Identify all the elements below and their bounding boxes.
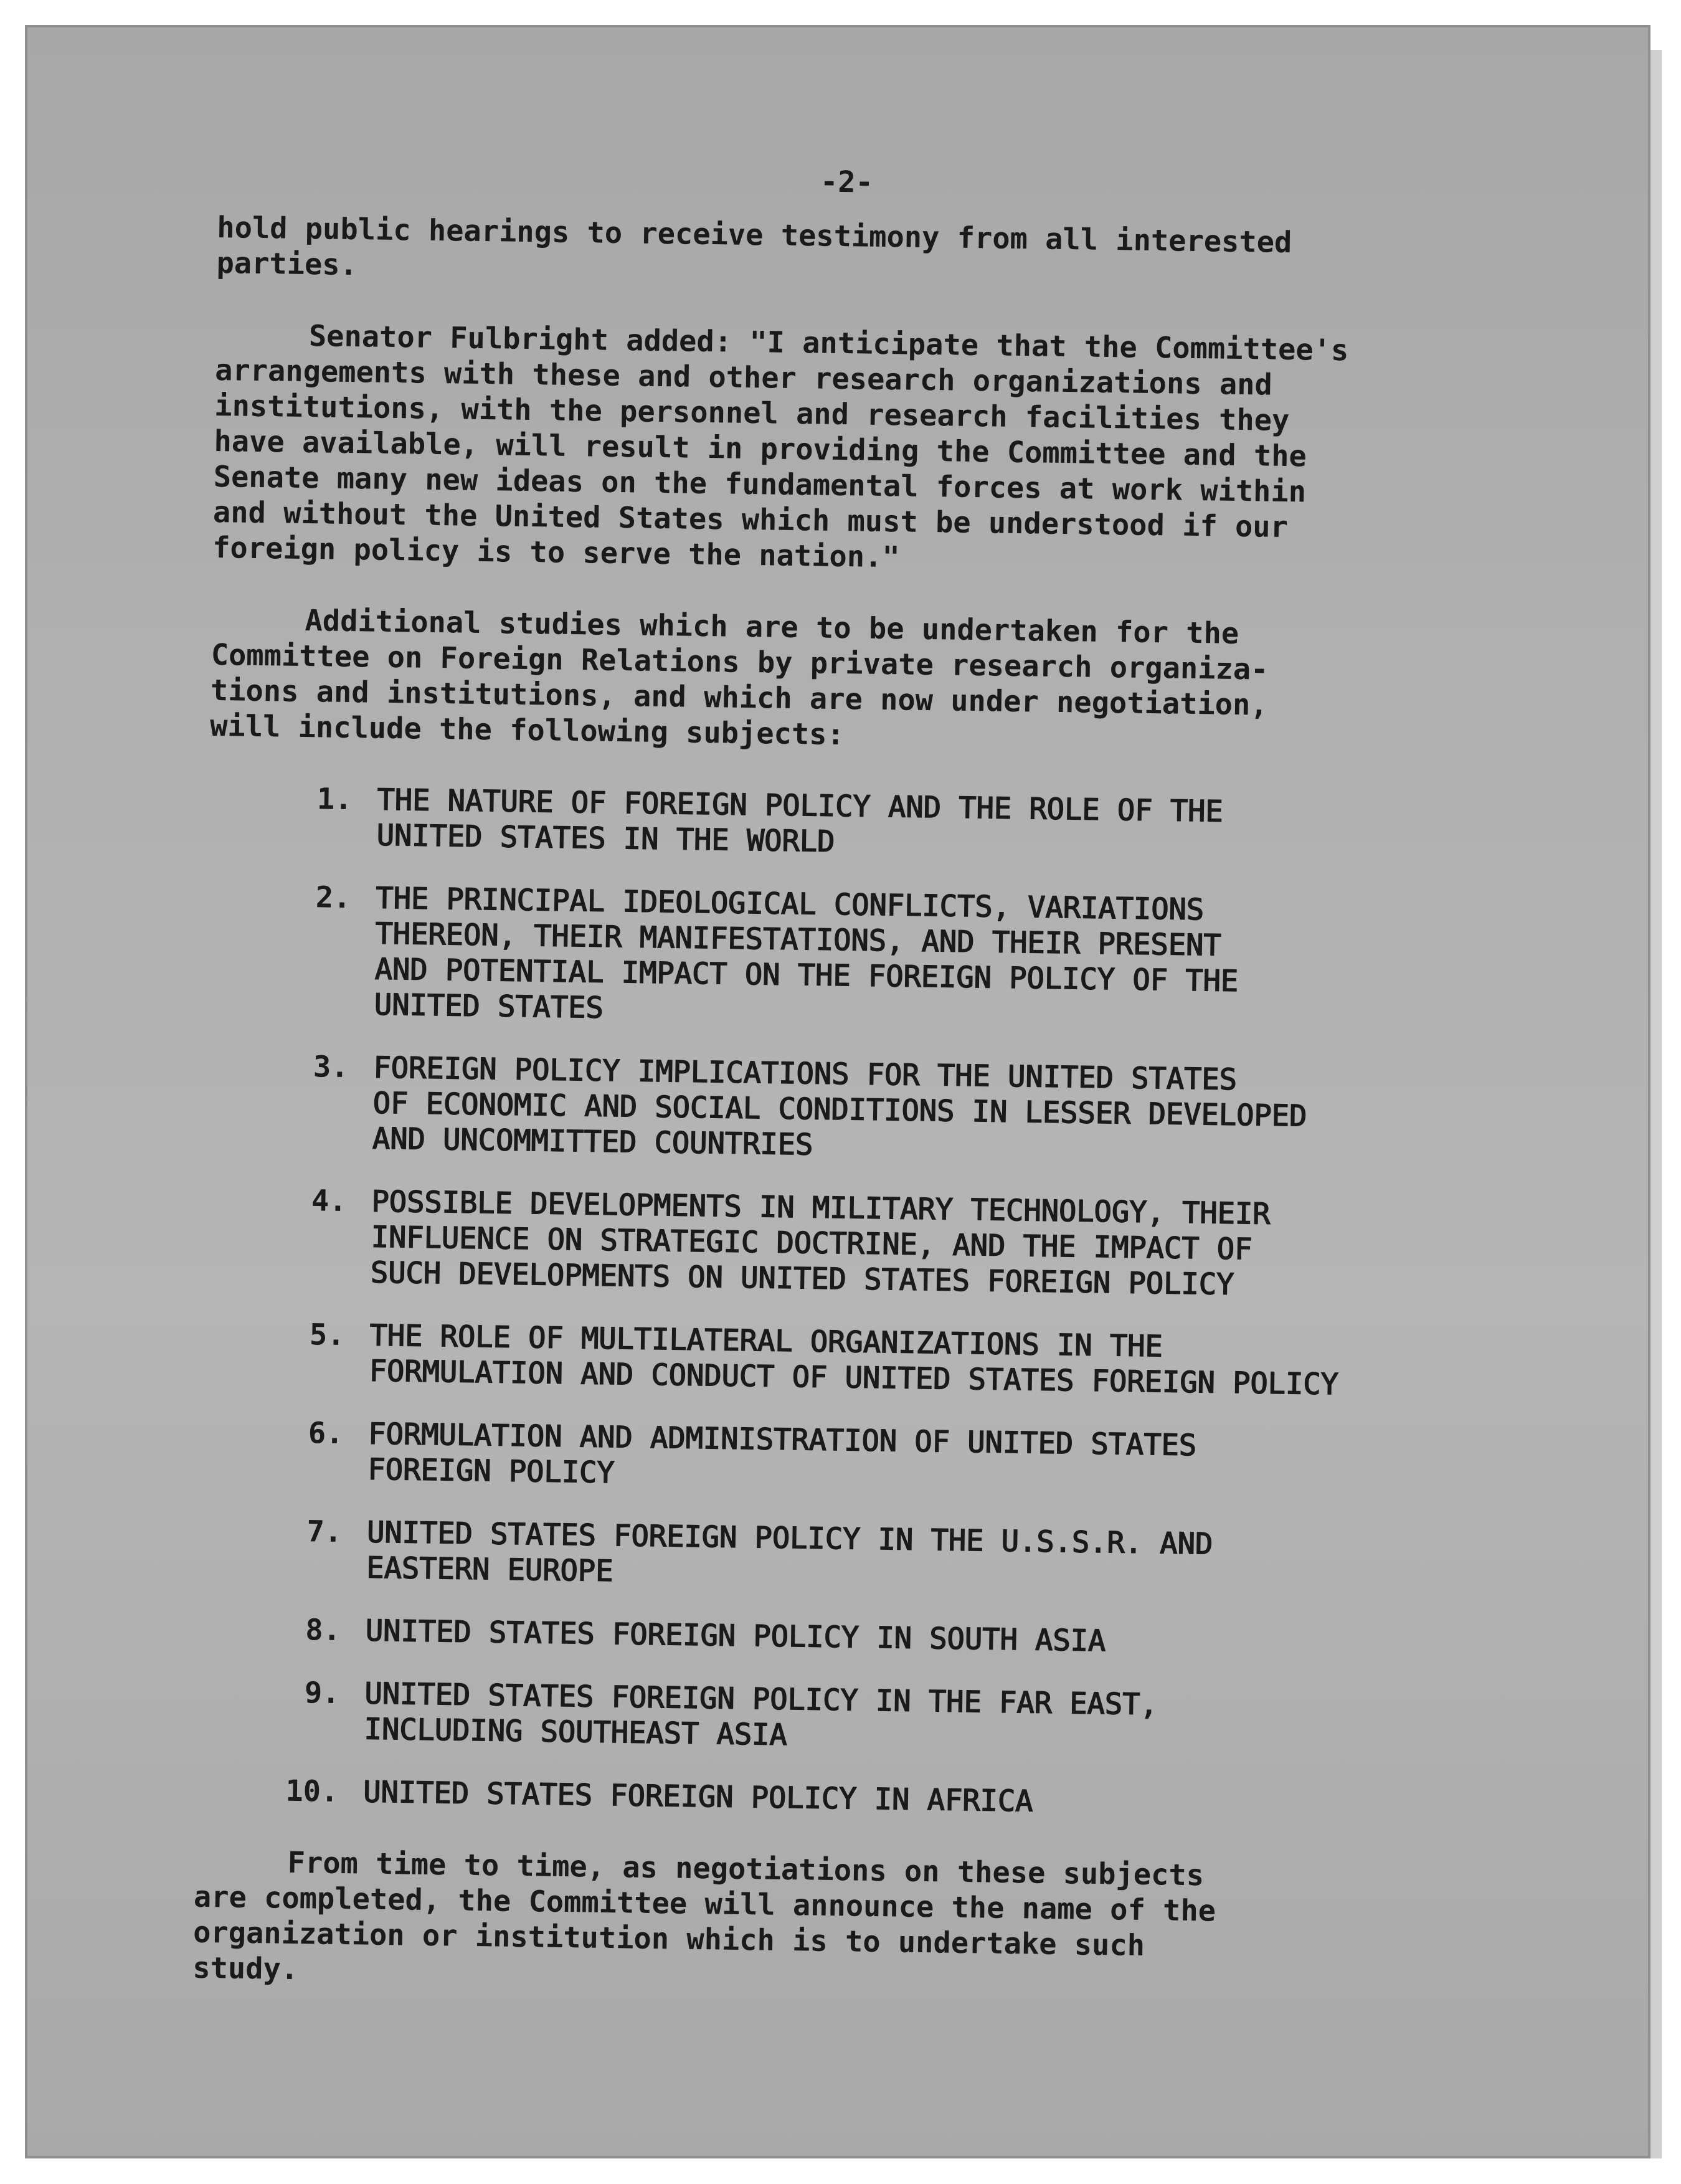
paper-edge xyxy=(1650,50,1662,2158)
list-item-number: 10. xyxy=(285,1773,339,1809)
list-item-text: UNITED STATES FOREIGN POLICY IN AFRICA xyxy=(362,1775,1033,1819)
list-item-text: UNITED STATES FOREIGN POLICY IN THE FAR EAST, INCLUDING SOUTHEAST ASIA xyxy=(364,1676,1158,1753)
paragraph-hearings: hold public hearings to receive testimony from all interested parties. xyxy=(216,210,1292,283)
list-item-number: 4. xyxy=(311,1184,347,1219)
list-item-text: UNITED STATES FOREIGN POLICY IN THE U.S.S.R. AND EASTERN EUROPE xyxy=(366,1515,1213,1589)
list-item-number: 3. xyxy=(313,1050,349,1085)
paragraph-fulbright-quote: Senator Fulbright added: "I anticipate that the Committee's arrangements with these and other research organizations and institutions, with the personnel and research facilities they have available, will result in providing the Committee and the Senate many new ideas on the fundamental forces at work within and without the United States which must be understood if our foreign policy is to serve the nation." xyxy=(212,319,1349,575)
list-item-number: 5. xyxy=(309,1318,345,1353)
document-body xyxy=(192,156,1476,2039)
list-item-number: 7. xyxy=(306,1514,343,1549)
list-item xyxy=(206,878,1466,1038)
list-item-text: POSSIBLE DEVELOPMENTS IN MILITARY TECHNOLOGY, THEIR INFLUENCE ON STRATEGIC DOCTRINE, AND THE IMPACT OF SUCH DEVELOPMENTS ON UNITED STATES FOREIGN POLICY xyxy=(370,1184,1271,1302)
list-item xyxy=(196,1674,1454,1762)
list-item-number: 9. xyxy=(304,1676,340,1711)
list-item-text: UNITED STATES FOREIGN POLICY IN SOUTH ASIA xyxy=(365,1613,1106,1659)
list-item xyxy=(208,780,1467,868)
list-item xyxy=(202,1182,1462,1306)
paragraph-announcement: From time to time, as negotiations on these subjects are completed, the Committee will announce the name of the organization or institution which is to undertake such study. xyxy=(192,1845,1216,1987)
list-item-number: 8. xyxy=(305,1613,341,1648)
list-item-text: THE NATURE OF FOREIGN POLICY AND THE ROLE OF THE UNITED STATES IN THE WORLD xyxy=(376,782,1224,859)
list-item-text: FOREIGN POLICY IMPLICATIONS FOR THE UNITED STATES OF ECONOMIC AND SOCIAL CONDITIONS IN LESSER DEVELOPED AND UNCOMMITTED COUNTRIES xyxy=(372,1050,1307,1162)
list-item-number: 6. xyxy=(308,1416,344,1451)
list-item-number: 2. xyxy=(315,880,351,916)
studies-list xyxy=(195,780,1467,1825)
list-item-text: FORMULATION AND ADMINISTRATION OF UNITED STATES FOREIGN POLICY xyxy=(367,1417,1197,1491)
list-item-text: THE ROLE OF MULTILATERAL ORGANIZATIONS IN THE FORMULATION AND CONDUCT OF UNITED STATES FOREIGN POLICY xyxy=(369,1318,1339,1402)
list-item xyxy=(197,1611,1456,1664)
list-item xyxy=(199,1414,1458,1503)
list-item xyxy=(195,1772,1454,1825)
list-item-text: THE PRINCIPAL IDEOLOGICAL CONFLICTS, VARIATIONS THEREON, THEIR MANIFESTATIONS, AND THEIR PRESENT AND POTENTIAL IMPACT ON THE FOREIGN POLICY OF THE UNITED STATES xyxy=(374,881,1239,1025)
list-item xyxy=(204,1048,1464,1172)
page-number: -2- xyxy=(820,164,874,200)
list-item xyxy=(201,1316,1459,1404)
list-item xyxy=(198,1512,1457,1601)
list-item-number: 1. xyxy=(316,782,353,817)
paragraph-additional-studies: Additional studies which are to be undertaken for the Committee on Foreign Relations by private research organiza- tions and institutions, and which are now under negotiation, will include the following subjects: xyxy=(209,604,1269,753)
